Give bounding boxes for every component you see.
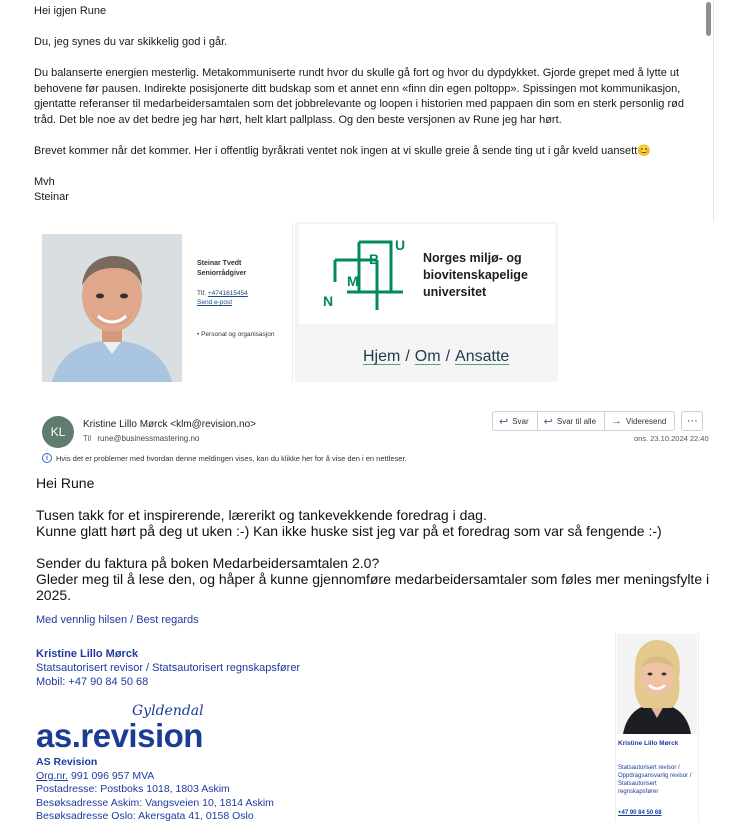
- kristine-card: [615, 632, 699, 822]
- steinar-signature-card: [31, 224, 293, 382]
- logo-signature-script: Gyldendal: [132, 703, 204, 719]
- signature-title: Statsautorisert revisor / Statsautorisert regnskapsfører: [36, 662, 301, 674]
- reply-all-label: Svar til alle: [556, 416, 597, 426]
- visit-address-askim: Besøksadresse Askim: Vangsveien 10, 1814 Askim: [36, 796, 274, 809]
- forward-label: Videresend: [626, 416, 667, 426]
- message-greeting: Hei Rune: [36, 475, 95, 491]
- to-label: Til: [83, 434, 92, 443]
- message-line: Kunne glatt hørt på deg ut uken :-) Kan ikke huske sist jeg var på et foredrag som var så fengende :-): [36, 523, 662, 539]
- message-body: [36, 475, 716, 619]
- recipient-row: [83, 434, 199, 443]
- reply-all-icon: ↩: [543, 415, 553, 428]
- regards-line: Med vennlig hilsen / Best regards: [36, 614, 199, 626]
- nmbu-breadcrumb: [363, 348, 509, 366]
- send-email-link[interactable]: Send e-post: [197, 299, 233, 306]
- visit-address-oslo: Besøksadresse Oslo: Akersgata 41, 0158 Oslo: [36, 810, 254, 822]
- scrollbar-thumb[interactable]: [706, 2, 711, 36]
- nmbu-letter-n: N: [323, 293, 334, 309]
- info-bar-text: Hvis det er problemer med hvordan denne meldingen vises, kan du klikke her for å vise den i en nettleser.: [56, 453, 407, 463]
- steinar-name: Steinar Tvedt: [197, 260, 242, 267]
- reply-button[interactable]: [493, 412, 538, 430]
- more-actions-button[interactable]: ···: [681, 411, 703, 431]
- steinar-phone-row: [197, 290, 248, 297]
- as-revision-logo: [36, 703, 266, 755]
- message-date: ons. 23.10.2024 22:40: [634, 434, 709, 443]
- outlook-message: [32, 398, 716, 826]
- signature-strip: [0, 222, 744, 382]
- breadcrumb-home-link[interactable]: Hjem: [363, 348, 401, 365]
- message-line: Tusen takk for et inspirerende, lærerikt og tankevekkende foredrag i dag.: [36, 507, 487, 523]
- nmbu-letter-m: M: [347, 273, 359, 289]
- nmbu-card: [295, 222, 558, 382]
- card-name: Kristine Lillo Mørck: [618, 740, 679, 747]
- nmbu-name-line: Norges miljø- og: [423, 251, 522, 265]
- nmbu-letter-u: U: [395, 238, 406, 253]
- steinar-phone-link[interactable]: +4741615454: [207, 290, 248, 297]
- phone-label: Tlf.: [197, 290, 207, 297]
- top-email-body: [0, 0, 744, 222]
- recipient-address[interactable]: rune@businessmastering.no: [97, 434, 200, 443]
- top-email-closing: Mvh: [34, 175, 55, 188]
- top-email-paragraph-wrap: [34, 144, 702, 160]
- nmbu-name-line: universitet: [423, 285, 487, 299]
- reply-icon: ↩: [499, 415, 509, 428]
- breadcrumb-staff-link[interactable]: Ansatte: [455, 348, 510, 365]
- nmbu-name: [423, 250, 553, 301]
- steinar-photo: [42, 234, 182, 382]
- org-bullet: •: [197, 331, 200, 338]
- forward-icon: →: [611, 415, 623, 427]
- postal-address: Postadresse: Postboks 1018, 1803 Askim: [36, 783, 230, 795]
- signature-name: Kristine Lillo Mørck: [36, 648, 139, 660]
- message-paragraph: [36, 507, 716, 539]
- message-actions: [492, 411, 703, 431]
- scrollbar-track: [713, 0, 714, 222]
- steinar-org: Personal og organisasjon: [201, 331, 275, 338]
- reply-action-group: [492, 411, 675, 431]
- message-line: Sender du faktura på boken Medarbeidersamtalen 2.0?: [36, 555, 380, 571]
- message-paragraph: [36, 555, 716, 603]
- top-email-signoff: Steinar: [34, 191, 69, 203]
- breadcrumb-separator: /: [445, 348, 451, 365]
- logo-wordmark: as.revision: [36, 717, 203, 754]
- breadcrumb-about-link[interactable]: Om: [414, 348, 441, 365]
- signature-mobile: Mobil: +47 90 84 50 68: [36, 676, 149, 688]
- sender-name[interactable]: Kristine Lillo Mørck <klm@revision.no>: [83, 419, 256, 430]
- orgnr-label: Org.nr.: [36, 769, 69, 782]
- sender-avatar: KL: [42, 416, 74, 448]
- kristine-photo: [617, 634, 697, 734]
- company-name: AS Revision: [36, 756, 98, 768]
- message-line: Gleder meg til å lese den, og håper å kunne gjennomføre medarbeidersamtaler som føles mer meningsfylte i 2025.: [36, 571, 710, 603]
- nmbu-logo: [319, 238, 415, 314]
- company-info: [36, 756, 274, 824]
- top-email-paragraph: Brevet kommer når det kommer. Her i offentlig byråkrati ventet nok ingen at vi skulle greie å sende ting ut i går kveld uansett: [34, 144, 638, 157]
- company-orgnr-row: [36, 770, 274, 784]
- forward-button[interactable]: [605, 412, 674, 430]
- card-phone-link[interactable]: +47 90 84 50 68: [618, 810, 662, 816]
- nmbu-letter-b: B: [369, 251, 380, 267]
- reply-label: Svar: [512, 416, 529, 426]
- breadcrumb-separator: /: [405, 348, 410, 365]
- top-email-paragraph: Du, jeg synes du var skikkelig god i går.: [34, 36, 228, 48]
- orgnr-value: 991 096 957 MVA: [71, 769, 155, 782]
- nmbu-name-line: biovitenskapelige: [423, 268, 528, 282]
- top-email-paragraph: Du balanserte energien mesterlig. Metakommuniserte rundt hvor du skulle gå fort og hvor du dypdykket. Gjorde grepet med å lytte ut behovene før pausen. Indirekte posisjonerte ditt budskap som et annet enn «finn din egen poltopp». Spissingen mot kommunikasjon, gjentatte referanser til medarbeidersamtalen som det jobbrelevante og loopen i historien med pappaen din som en sterk personlig rød tråd. Det ble noe av det bedre jeg har hørt, helt klart pallplass. Og den beste versjonen av Rune jeg har hørt.: [34, 67, 684, 126]
- info-icon: i: [42, 453, 52, 463]
- top-email-greeting: Hei igjen Rune: [34, 5, 107, 17]
- nmbu-logo-box: [299, 224, 555, 324]
- info-bar[interactable]: [42, 451, 702, 465]
- card-title: Statsautorisert revisor / Oppdragsansvarlig revisor / Statsautorisert regnskapsfører: [618, 765, 692, 795]
- steinar-role: Seniorrådgiver: [197, 270, 247, 277]
- top-email-text: [34, 4, 702, 206]
- steinar-org-row: [197, 331, 274, 338]
- smiley-emoji-icon: 😊: [637, 144, 651, 157]
- reply-all-button[interactable]: [538, 412, 605, 430]
